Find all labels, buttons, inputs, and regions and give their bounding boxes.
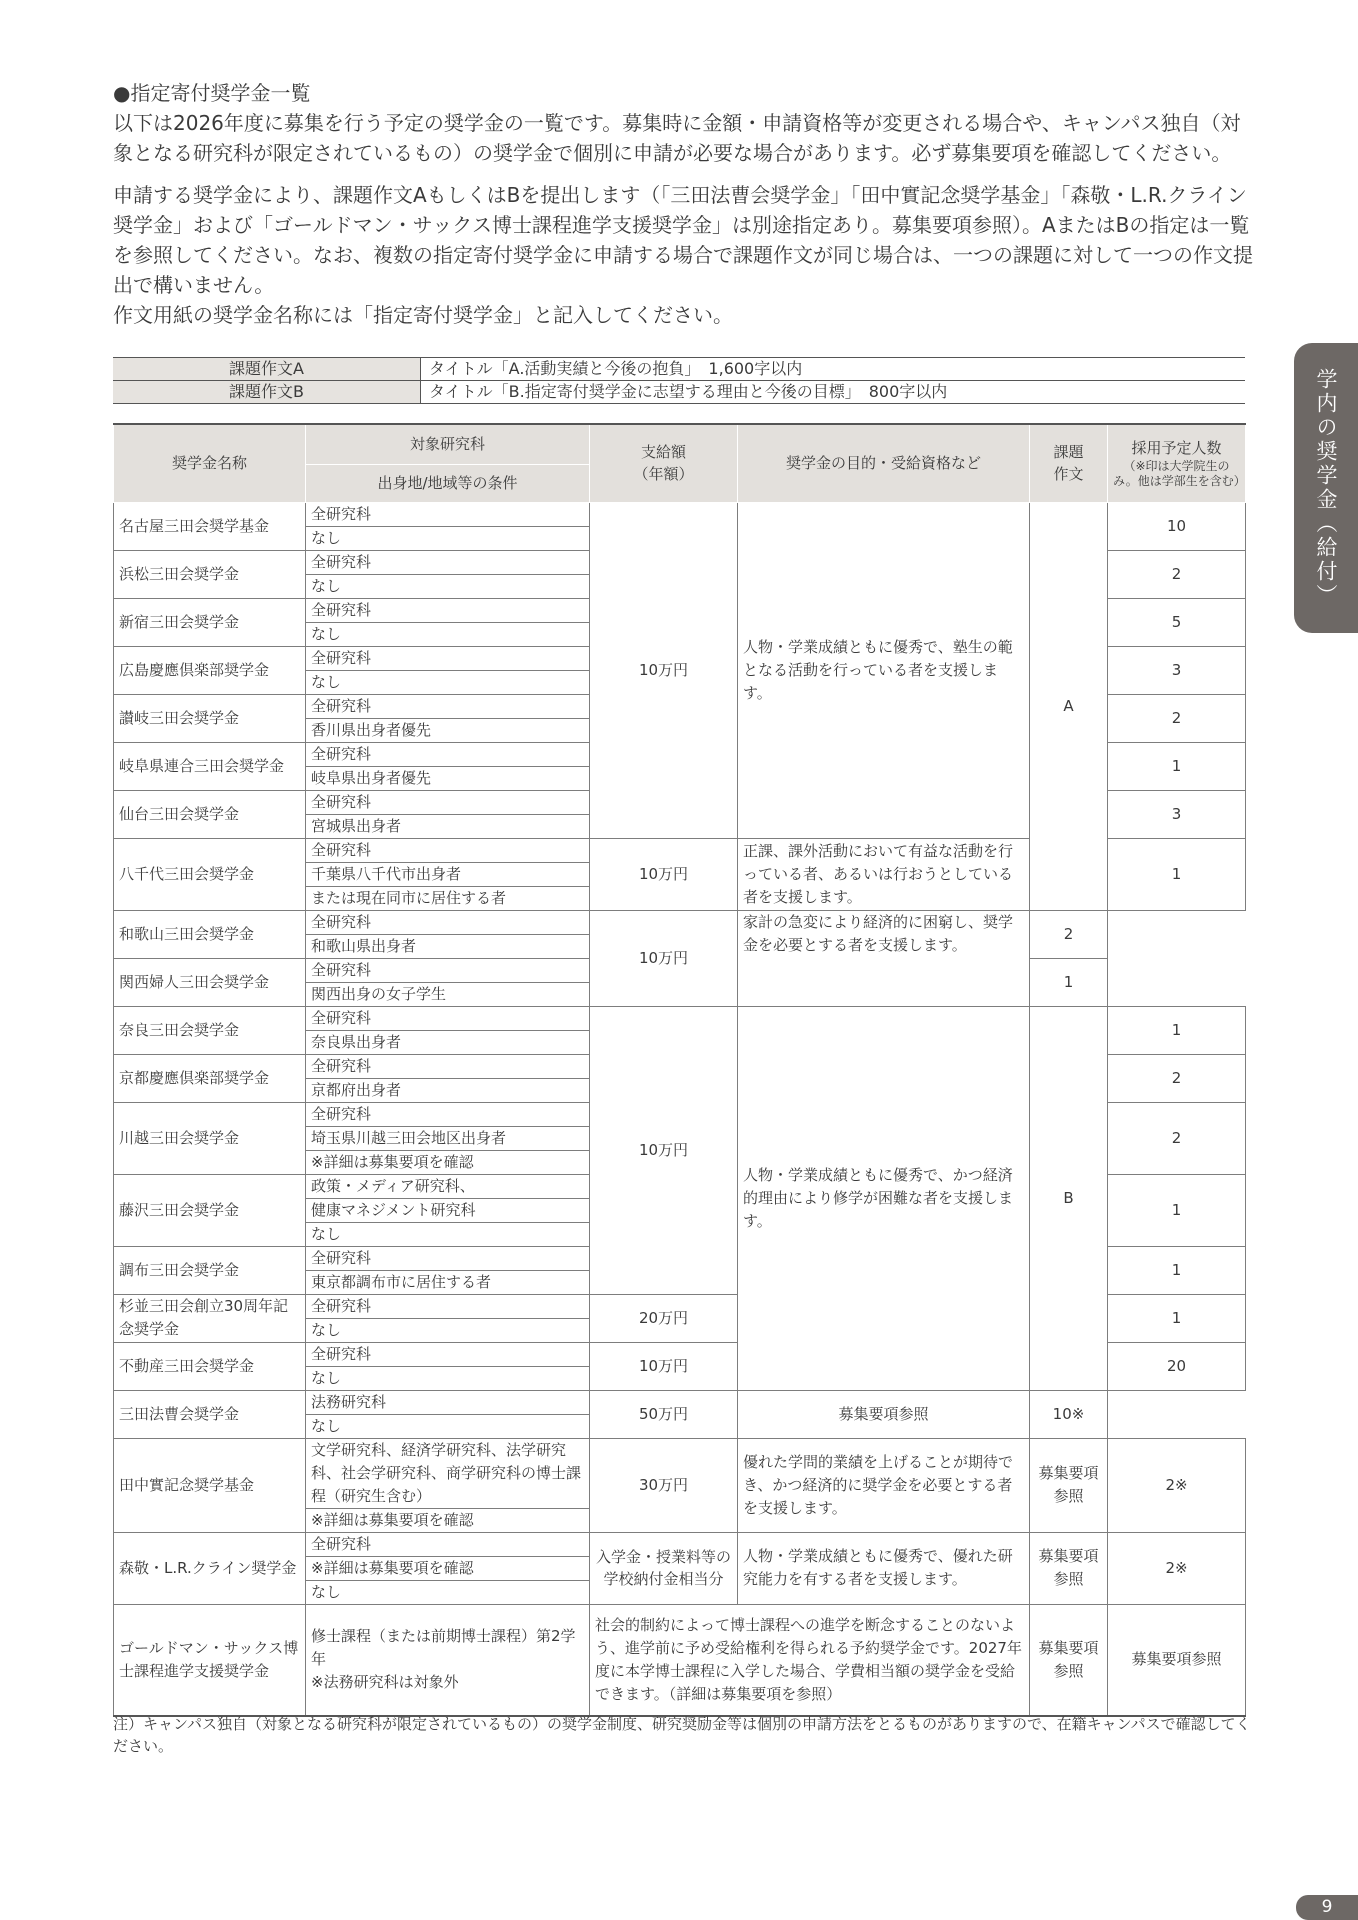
row-purpose: 人物・学業成績ともに優秀で、かつ経済的理由により修学が困難な者を支援します。 [738,1006,1030,1390]
row-name: 仙台三田会奨学金 [114,790,306,838]
row-count: 1 [1108,1246,1246,1294]
row-origin: 千葉県八千代市出身者 [306,862,590,886]
row-count: 10 [1108,502,1246,550]
row-amount: 50万円 [590,1390,738,1438]
row-essay: 募集要項参照 [1030,1532,1108,1604]
row-grad: 全研究科 [306,790,590,814]
row-count: 2 [1108,1054,1246,1102]
row-grad: 全研究科 [306,1532,590,1556]
row-origin: 和歌山県出身者 [306,934,590,958]
header-name: 奨学金名称 [114,424,306,502]
row-origin: ※詳細は募集要項を確認 [306,1508,590,1532]
row-count: 3 [1108,790,1246,838]
row-name: 京都慶應倶楽部奨学金 [114,1054,306,1102]
row-count: 5 [1108,598,1246,646]
essay-a-label: 課題作文A [113,358,421,381]
row-purpose: 社会的制約によって博士課程への進学を断念することのないよう、進学前に予め受給権利を得られる予約奨学金です。2027年度に本学博士課程に入学した場合、学費相当額の奨学金を受給できます。（詳細は募集要項を参照） [590,1604,1030,1716]
row-name: 和歌山三田会奨学金 [114,910,306,958]
row-name: 田中實記念奨学基金 [114,1438,306,1532]
row-name: 藤沢三田会奨学金 [114,1174,306,1246]
row-name: 八千代三田会奨学金 [114,838,306,910]
header-count-note: （※印は大学院生のみ。他は学部生を含む） [1113,459,1246,489]
row-essay-a: A [1030,502,1108,910]
row-count: 1 [1108,838,1246,910]
row-grad: 全研究科 [306,1054,590,1078]
row-amount: 10万円 [590,1006,738,1294]
row-origin: なし [306,1366,590,1390]
row-grad: 法務研究科 [306,1390,590,1414]
row-name: 川越三田会奨学金 [114,1102,306,1174]
row-amount: 入学金・授業料等の学校納付金相当分 [590,1532,738,1604]
row-origin: なし [306,670,590,694]
header-purpose: 奨学金の目的・受給資格など [738,424,1030,502]
row-purpose: 優れた学問的業績を上げることが期待でき、かつ経済的に奨学金を必要とする者を支援します。 [738,1438,1030,1532]
row-essay-b: B [1030,1006,1108,1390]
row-origin: ※詳細は募集要項を確認 [306,1556,590,1580]
row-grad: 全研究科 [306,1294,590,1318]
row-name: 名古屋三田会奨学基金 [114,502,306,550]
row-origin: なし [306,574,590,598]
row-count: 2 [1108,1102,1246,1174]
header-essay: 課題 作文 [1030,424,1108,502]
row-origin: 関西出身の女子学生 [306,982,590,1006]
row-count: 1 [1030,958,1108,1006]
intro-paragraph-1: 以下は2026年度に募集を行う予定の奨学金の一覧です。募集時に金額・申請資格等が変更される場合や、キャンパス独自（対象となる研究科が限定されているもの）の奨学金で個別に申請が必要な場合があります。必ず募集要項を確認してください。 [113,111,1241,165]
row-origin: なし [306,622,590,646]
row-origin: 埼玉県川越三田会地区出身者 [306,1126,590,1150]
row-amount: 10万円 [590,502,738,838]
footnote: 注）キャンパス独自（対象となる研究科が限定されているもの）の奨学金制度、研究奨励金等は個別の申請方法をとるものがありますので、在籍キャンパスで確認してください。 [113,1715,1251,1755]
row-grad: 全研究科 [306,646,590,670]
row-count: 2 [1108,694,1246,742]
row-purpose: 人物・学業成績ともに優秀で、優れた研究能力を有する者を支援します。 [738,1532,1030,1604]
row-origin: 東京都調布市に居住する者 [306,1270,590,1294]
row-grad [306,1604,590,1716]
intro-paragraph-3: 作文用紙の奨学金名称には「指定寄付奨学金」と記入してください。 [113,303,733,327]
row-name: 広島慶應倶楽部奨学金 [114,646,306,694]
essay-b-title: タイトル「B.指定寄付奨学金に志望する理由と今後の目標」 800字以内 [421,381,1246,404]
header-count-label: 採用予定人数 [1131,439,1222,458]
row-grad: 全研究科 [306,838,590,862]
section-heading: ●指定寄付奨学金一覧 [113,81,311,105]
row-count: 募集要項参照 [1108,1604,1246,1716]
side-tab-label: 学内の奨学金（給付） [1314,368,1338,608]
row-essay: 募集要項参照 [1030,1438,1108,1532]
row-count: 10※ [1030,1390,1108,1438]
row-amount: 10万円 [590,838,738,910]
row-count: 1 [1108,742,1246,790]
row-name: 三田法曹会奨学金 [114,1390,306,1438]
row-name: 讃岐三田会奨学金 [114,694,306,742]
row-amount: 20万円 [590,1294,738,1342]
row-grad-2: 健康マネジメント研究科 [306,1198,590,1222]
essay-a-title: タイトル「A.活動実績と今後の抱負」 1,600字以内 [421,358,1246,381]
row-name: 岐阜県連合三田会奨学金 [114,742,306,790]
row-grad: 全研究科 [306,1102,590,1126]
row-grad: 全研究科 [306,1246,590,1270]
row-count: 2※ [1108,1532,1246,1604]
row-name: 奈良三田会奨学金 [114,1006,306,1054]
row-origin: 宮城県出身者 [306,814,590,838]
row-count: 1 [1108,1294,1246,1342]
row-grad: 全研究科 [306,502,590,526]
row-origin: なし [306,1222,590,1246]
row-origin-2: なし [306,1580,590,1604]
row-grad: 全研究科 [306,694,590,718]
section-side-tab [1294,343,1358,633]
row-count: 3 [1108,646,1246,694]
row-count: 2※ [1108,1438,1246,1532]
row-name: 新宿三田会奨学金 [114,598,306,646]
row-purpose: 家計の急変により経済的に困窮し、奨学金を必要とする者を支援します。 [738,910,1030,1006]
essay-b-label: 課題作文B [113,381,421,404]
row-grad: 全研究科 [306,550,590,574]
intro-paragraph-2: 申請する奨学金により、課題作文AもしくはBを提出します（「三田法曹会奨学金」「田中實記念奨学基金」「森敬・L.R.クライン奨学金」および「ゴールドマン・サックス博士課程進学支援奨学金」は別途指定あり。募集要項参照）。AまたはBの指定は一覧を参照してください。なお、複数の指定寄付奨学金に申請する場合で課題作文が同じ場合は、一つの課題に対して一つの作文提出で構いません。 [113,183,1253,297]
row-grad: 文学研究科、経済学研究科、法学研究科、社会学研究科、商学研究科の博士課程（研究生含む） [306,1438,590,1508]
header-amount: 支給額 （年額） [590,424,738,502]
row-count: 20 [1108,1342,1246,1390]
row-purpose: 正課、課外活動において有益な活動を行っている者、あるいは行おうとしている者を支援します。 [738,838,1030,910]
row-origin: 奈良県出身者 [306,1030,590,1054]
row-name: 不動産三田会奨学金 [114,1342,306,1390]
intro-section [113,78,1253,330]
row-origin: なし [306,1318,590,1342]
row-grad-text: 修士課程（または前期博士課程）第2学年 [311,1627,576,1669]
row-purpose: 人物・学業成績ともに優秀で、塾生の範となる活動を行っている者を支援します。 [738,502,1030,838]
row-name: 杉並三田会創立30周年記念奨学金 [114,1294,306,1342]
scholarship-table [113,423,1246,1717]
row-count: 1 [1108,1006,1246,1054]
row-amount: 10万円 [590,1342,738,1390]
row-count: 2 [1108,550,1246,598]
row-origin: 岐阜県出身者優先 [306,766,590,790]
row-origin: なし [306,1414,590,1438]
header-origin: 出身地/地域等の条件 [306,464,590,502]
row-grad: 全研究科 [306,742,590,766]
row-essay: 募集要項参照 [738,1390,1030,1438]
header-grad: 対象研究科 [306,424,590,464]
row-grad: 全研究科 [306,1342,590,1366]
row-grad: 全研究科 [306,598,590,622]
row-name: 関西婦人三田会奨学金 [114,958,306,1006]
row-grad: 全研究科 [306,958,590,982]
row-count: 1 [1108,1174,1246,1246]
row-grad: 全研究科 [306,910,590,934]
row-name: 森敬・L.R.クライン奨学金 [114,1532,306,1604]
row-origin-2: ※詳細は募集要項を確認 [306,1150,590,1174]
row-count: 2 [1030,910,1108,958]
header-count [1108,424,1246,502]
row-origin: なし [306,526,590,550]
row-name: 浜松三田会奨学金 [114,550,306,598]
row-essay: 募集要項参照 [1030,1604,1108,1716]
row-grad: 全研究科 [306,1006,590,1030]
page-number: 9 [1296,1895,1358,1920]
row-origin: 京都府出身者 [306,1078,590,1102]
row-grad: 政策・メディア研究科、 [306,1174,590,1198]
row-name: ゴールドマン・サックス博士課程進学支援奨学金 [114,1604,306,1716]
essay-theme-table [113,357,1245,404]
row-origin: 香川県出身者優先 [306,718,590,742]
row-name: 調布三田会奨学金 [114,1246,306,1294]
row-amount: 30万円 [590,1438,738,1532]
row-origin-2: または現在同市に居住する者 [306,886,590,910]
row-amount: 10万円 [590,910,738,1006]
row-origin: ※法務研究科は対象外 [311,1673,459,1692]
